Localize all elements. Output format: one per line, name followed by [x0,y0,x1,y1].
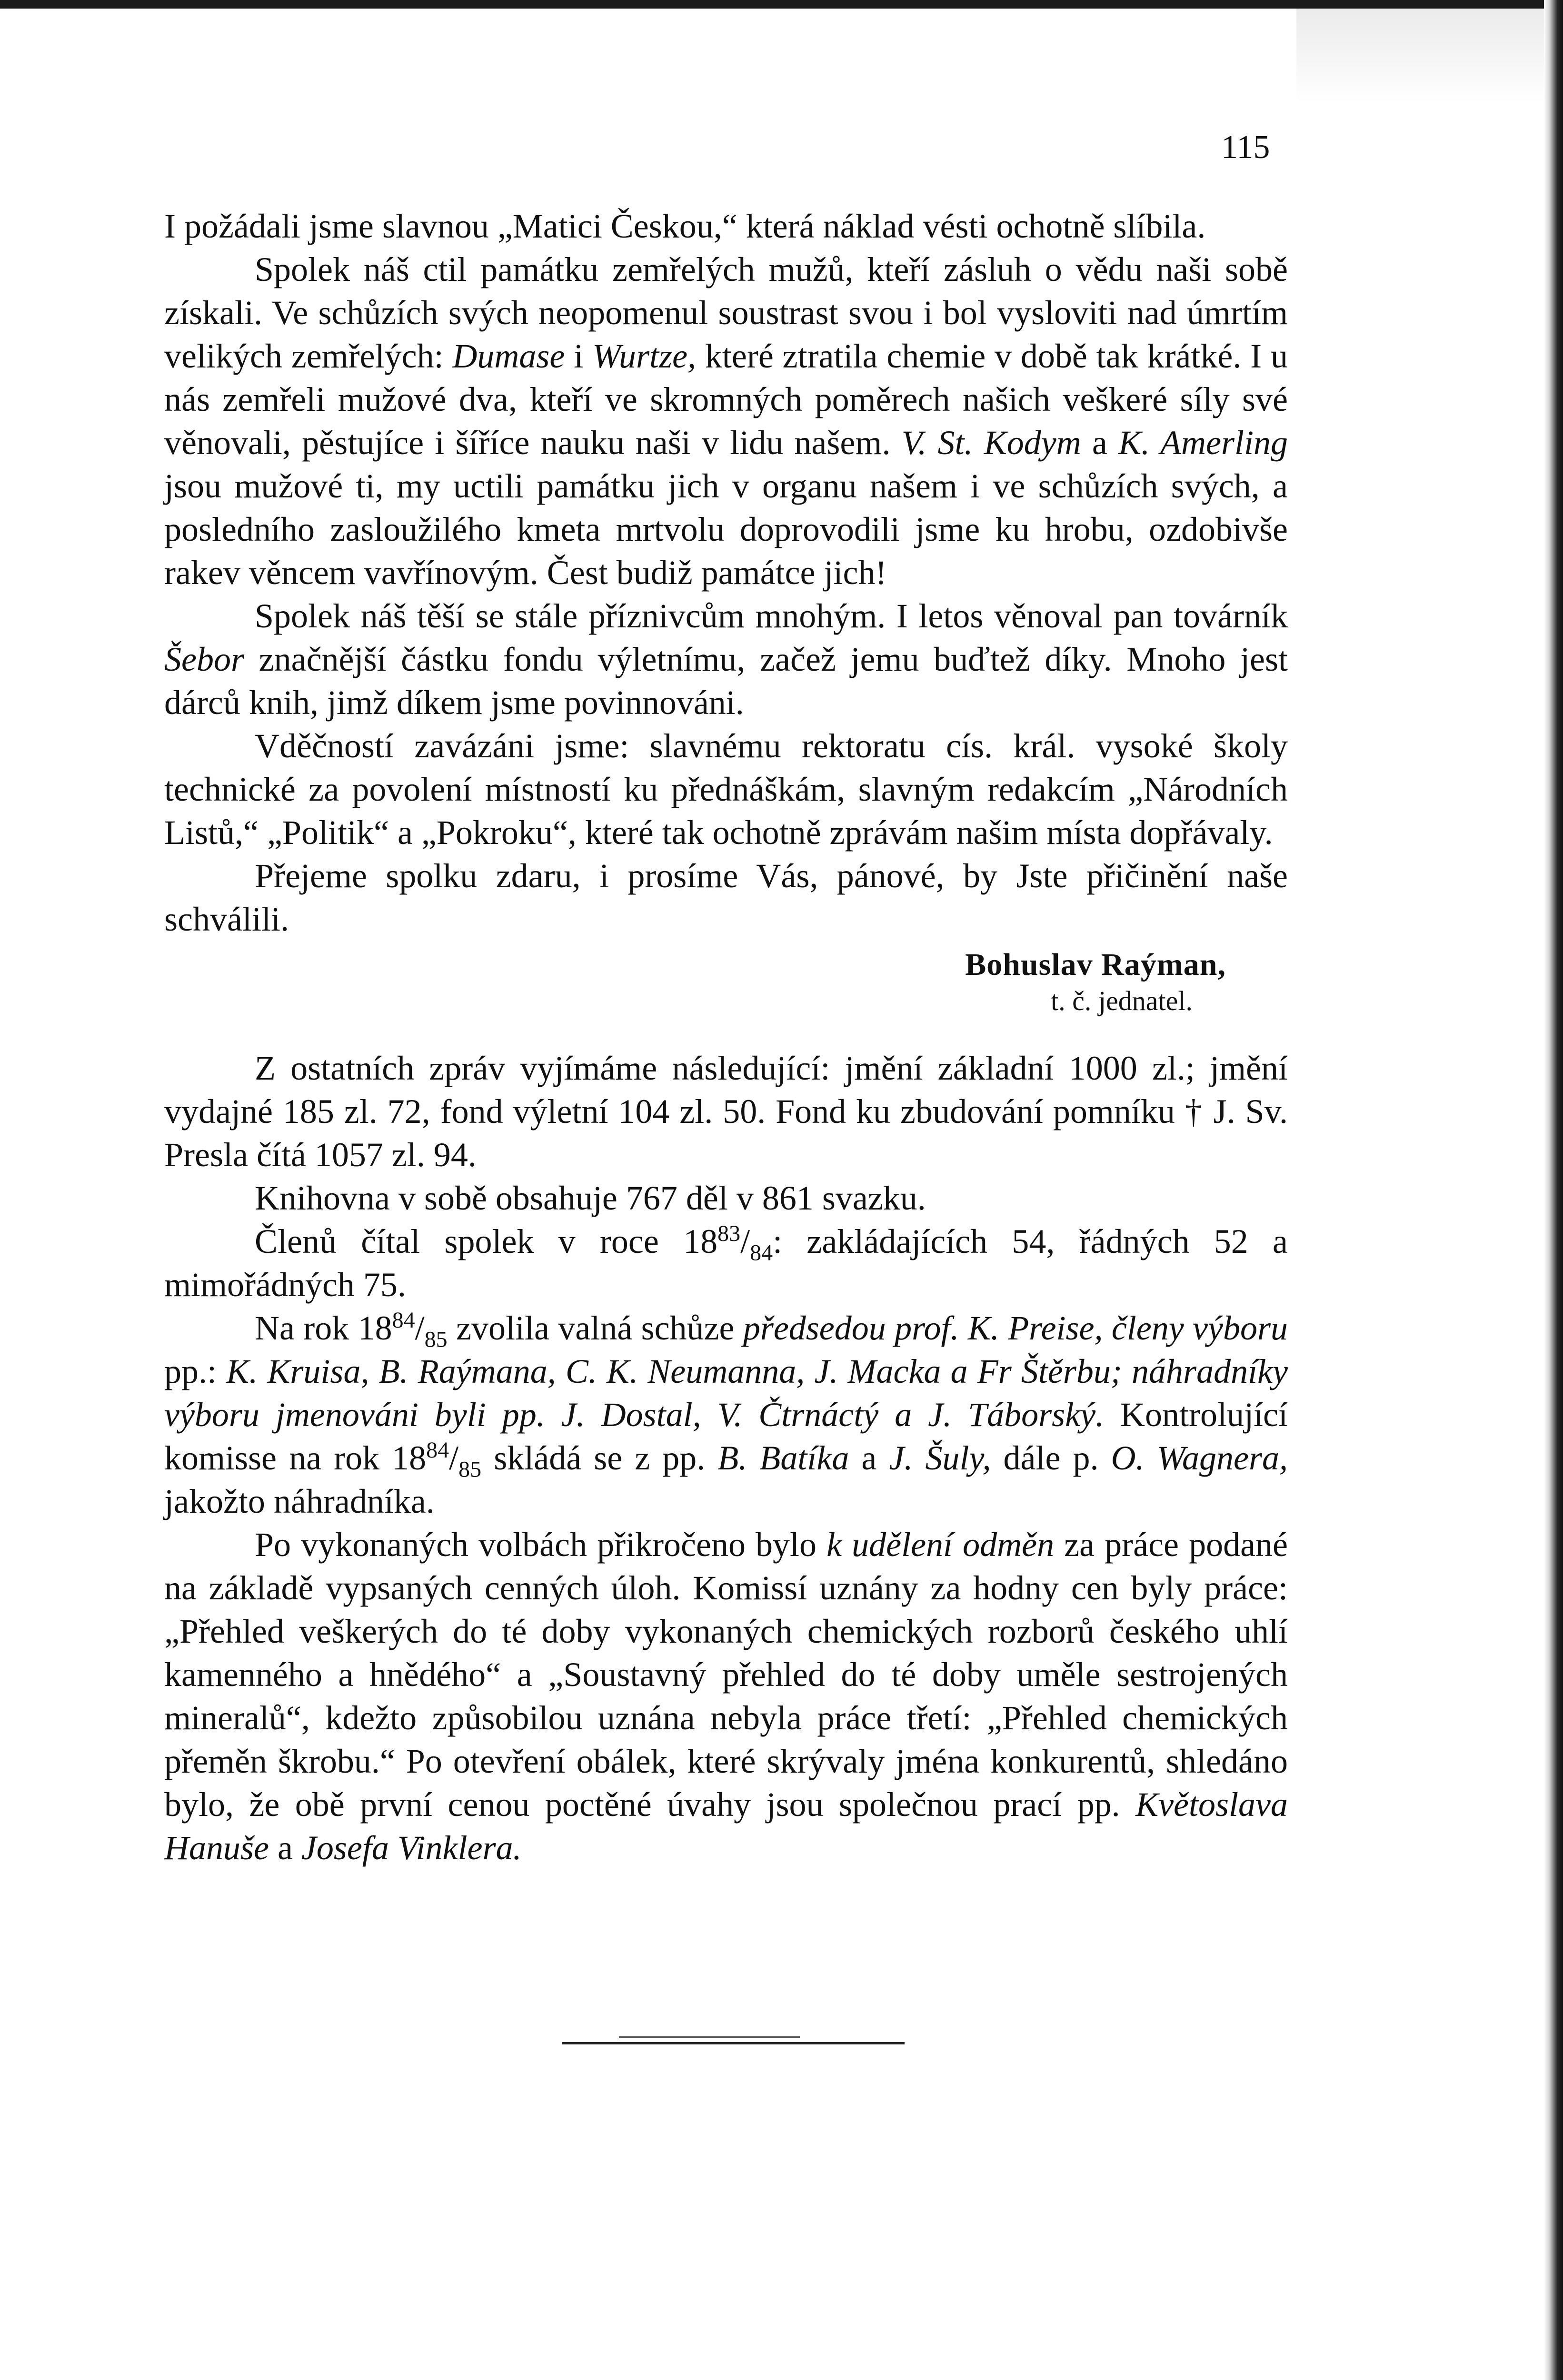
scan-border-right [1544,0,1563,2380]
paragraph-library: Knihovna v sobě obsahuje 767 děl v 861 svazku. [255,1179,926,1217]
page-number: 115 [1221,129,1270,166]
paragraph-gratitude: Vděčností zavázáni jsme: slavnému rektoratu cís. král. vysoké školy technické za povolení místností ku přednáškám, slavným redakcím „Národních Listů,“ „Politik“ a „Pokroku“, které tak ochotně zprávám našim místa dopřávaly. [164,727,1288,852]
paragraph-patrons: Spolek náš těší se stále příznivcům mnohým. I letos věnoval pan továrník Šebor značnější částku fondu výletnímu, začež jemu buďtež díky. Mnoho jest dárců knih, jimž díkem jsme povinnováni. [164,597,1288,722]
paragraph-memorial: Spolek náš ctil památku zemřelých mužů, kteří zásluh o vědu naši sobě získali. Ve schůzích svých neopomenul soustrast svou i bol vysloviti nad úmrtím velikých zemřelých: Dumase i Wurtze, které ztratila chemie v době tak krátké. I u nás zemřeli mužové dva, kteří ve skromných poměrech našich veškeré síly své věnovali, pěstujíce i šíříce nauku naši v lidu našem. V. St. Kodym a K. Amerling jsou mužové ti, my uctili památku jich v organu našem i ve schůzích svých, a posledního zasloužilého kmeta mrtvolu doprovodili jsme ku hrobu, ozdobivše rakev věncem vavřínovým. Čest budiž památce jich! [164,250,1288,592]
paragraph-finances: Z ostatních zpráv vyjímáme následující: jmění základní 1000 zl.; jmění vydajné 185 zl. 72, fond výletní 104 zl. 50. Fond ku zbudování pomníku † J. Sv. Presla čítá 1057 zl. 94. [164,1049,1288,1174]
body-text [164,205,1288,1870]
paragraph-closing: Přejeme spolku zdaru, i prosíme Vás, pánové, by Jste přičinění naše schválili. [164,857,1288,938]
signature [164,946,1288,1018]
signature-role: t. č. jednatel. [1051,985,1193,1016]
signature-name: Bohuslav Raýman, [965,947,1226,982]
end-rule [562,2042,905,2044]
scan-smudge [1296,9,1544,104]
scan-border-top [0,0,1563,9]
paragraph-elections: Na rok $18^{84}/_{85}$ zvolila valná schůze předsedou prof. K. Preise, členy výboru pp.: K. Kruisa, B. Raýmana, C. K. Neumanna, J. Macka a Fr Štěrbu; náhradníky výboru jmenováni byli pp. J. Dostal, V. Čtrnáctý a J. Táborský. Kontrolující komisse na rok $18^{84}/_{85}$ skládá se z pp. B. Batíka a J. Šuly, dále p. O. Wagnera, jakožto náhradníka. [164,1308,1288,1520]
paragraph-request: I požádali jsme slavnou „Matici Českou,“ která náklad vésti ochotně slíbila. [164,207,1206,245]
paragraph-awards: Po vykonaných volbách přikročeno bylo k udělení odměn za práce podané na základě vypsaných cenných úloh. Komissí uznány za hodny cen byly práce: „Přehled veškerých do té doby vykonaných chemických rozborů českého uhlí kamenného a hnědého“ a „Soustavný přehled do té doby uměle sestrojených mineralů“, kdežto způsobilou uznána nebyla práce třetí: „Přehled chemických přeměn škrobu.“ Po otevření obálek, které skrývaly jména konkurentů, shledáno bylo, že obě první cenou poctěné úvahy jsou společnou prací pp. Květoslava Hanuše a Josefa Vinklera. [164,1526,1288,1867]
paragraph-members: Členů čítal spolek v roce $18^{83}/_{84}$: zakládajících 54, řádných 52 a mimořádných 75. [164,1221,1288,1304]
end-rule-short [619,2036,800,2038]
